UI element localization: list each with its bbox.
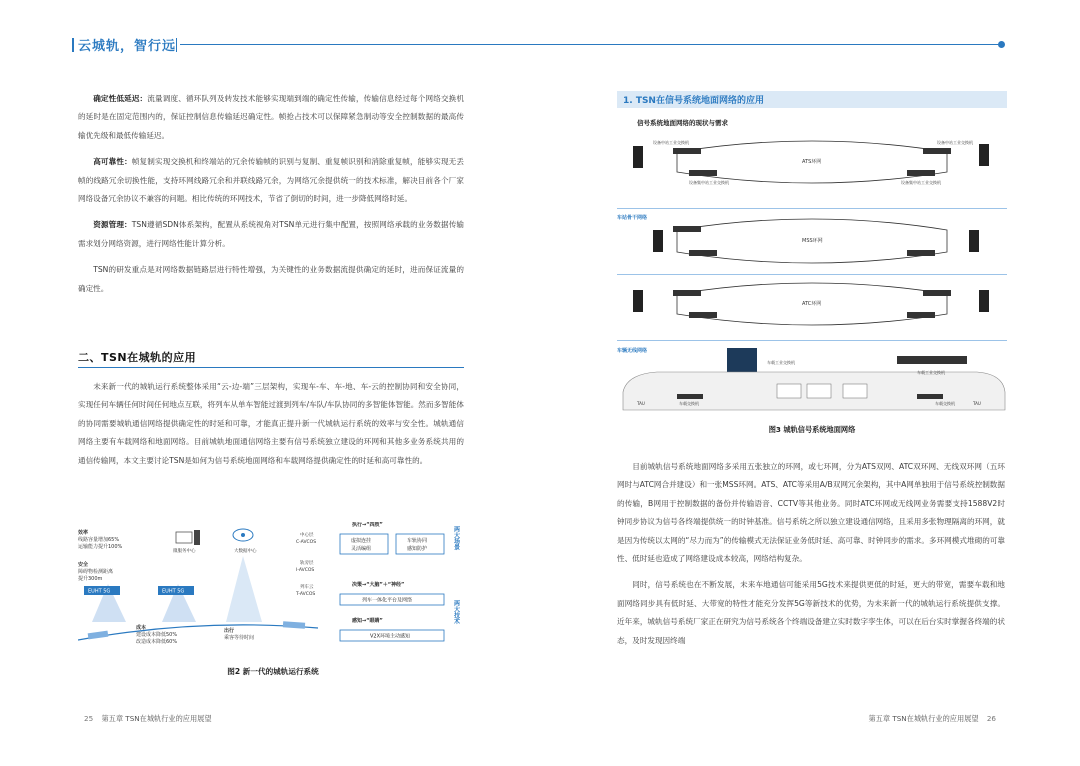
fig2-vc2: 灵活编组 [351, 546, 372, 552]
paragraph-section2: 未来新一代的城轨运行系统整体采用“云-边-端”三层架构，实现车-车、车-地、车-云的控制协同和安全协同，实现任何车辆任何时间任何地点互联，将列车从单车智能过渡到列车/车队/车队协同的多智能体智能。然而多智能体的协同需要城轨通信网络提供确定性的时延和可靠，才能真正提升新一代城轨运行系统的效率与安全性。城轨通信网络主要有车载网络和地面网络。目前城轨地面通信网络主要有信号系统独立建设的环网和其他多业务系统共用的通信传输网，本文主要讨论TSN是如何为信号系统地面网络和车载网络提供确定性的时延和高可靠性的。 [78, 382, 464, 465]
fig2-side2: 两大技术 [452, 600, 460, 624]
page-number-right: 26 [986, 714, 996, 723]
paragraph-lead: 确定性低延迟： [93, 94, 148, 103]
header-bar-right [176, 38, 177, 52]
paragraph-right-2: 同时，信号系统也在不断发展，未来车地通信可能采用5G技术来提供更低的时延，更大的带宽，需要车载和地面网络同步具有低时延、大带宽的特性才能充分发挥5G等新技术的优势，为未来新一代的城轨运行系统提供支撑。近年来，城轨信号系统厂家正在研究为信号系统各个终端设备建立实时数字孪生体，可以在后台实时掌握各终端的状态，及时发现因终端 [617, 580, 1005, 645]
fig2-v2x: V2X环境主动感知 [370, 633, 411, 640]
page-number-left: 25 [84, 714, 94, 723]
fig2-micro: 微服务中心 [173, 549, 196, 554]
fig2-travel-l1: 乘客等待时间 [224, 635, 255, 641]
figure-2-caption: 图2 新一代的城轨运行系统 [227, 667, 319, 676]
figure-2-diagram [78, 522, 468, 652]
header-title: 云城轨，智行远 [78, 39, 177, 54]
computer-icon [176, 530, 200, 545]
section-heading-1 [617, 91, 1007, 108]
paragraph-body: TSN遵循SDN体系架构，配置从系统视角对TSN单元进行集中配置，按照网络承载的业务数据传输需求划分网络资源，进行网络性能计算分析。 [78, 220, 465, 248]
section-title: 二、TSN在城轨的应用 [78, 351, 197, 364]
fig3-ats: ATS环网 [802, 159, 822, 165]
paragraph-resource [78, 216, 464, 253]
fig2-efficiency-title: 效率 [78, 530, 89, 536]
paragraph-lead: 高可靠性： [93, 157, 132, 167]
train-icon-1 [88, 631, 109, 640]
fig2-safety-title: 安全 [78, 562, 89, 568]
fig3-veh-rd: 车载交换机 [679, 401, 699, 406]
fig2-track: 轨旁层 [300, 561, 314, 566]
paragraph-determinism [78, 90, 464, 145]
fig3-tau: TAU [637, 401, 645, 406]
fig2-cost-l1: 建设成本降低50% [136, 632, 178, 638]
paragraph-body: 流量调度、循环队列及转发技术能够实现端到端的确定性传输，传输信息经过每个网络交换机的延时是在固定范围内的，保证控制信息传输延迟确定性。帧抢占技术可以保障紧急制动等安全控制数据的最高传输优先级和最低传输延迟。 [78, 94, 465, 140]
figure-3-diagram [617, 112, 1007, 428]
left-column-text [78, 90, 464, 298]
fig2-rail2: 感知防护 [407, 546, 428, 552]
fig3-vehicle-label: 车辆无线网络 [617, 348, 648, 354]
paragraph-lead: 资源管理： [93, 220, 132, 230]
header-dot [998, 41, 1005, 48]
fig3-mss: MSS环网 [802, 238, 823, 244]
header-bar-left [72, 38, 74, 52]
fig2-vc: 虚拟连挂 [351, 538, 372, 544]
section-heading-2 [78, 346, 464, 368]
footer-right [868, 714, 1002, 724]
right-column-text [617, 458, 1005, 650]
footer-left [78, 714, 212, 724]
fig2-center: 中心层 [300, 533, 314, 538]
fig3-sw-mid2: 设备集中站工业交换机 [901, 180, 941, 185]
divider [617, 274, 1007, 275]
fig3-veh-rd2: 车载交换机 [935, 401, 955, 406]
fig3-sw-center2: 设备中站工业交换机 [937, 140, 973, 145]
fig2-decide: 决策→“大脑”＋“神经” [352, 582, 405, 588]
fig2-travel-title: 出行 [224, 628, 235, 634]
figure-3-caption: 图3 城轨信号系统地面网络 [768, 425, 856, 434]
fig2-rail1: 车轨协同 [407, 538, 428, 544]
divider [617, 340, 1007, 341]
running-header [72, 34, 1012, 56]
fig2-sense: 感知→“眼睛” [352, 618, 383, 624]
section-title: 1. TSN在信号系统地面网络的应用 [623, 96, 764, 106]
fig2-efficiency-l2: 运输能力提升100% [78, 544, 123, 550]
fig3-sw-mid: 设备集中站工业交换机 [689, 180, 729, 185]
fig2-tavcos: T-AVCOS [296, 592, 316, 597]
fig2-train: 列车云 [300, 585, 314, 590]
cloud-icon [233, 529, 253, 541]
fig3-station-label: 车站骨干网络 [617, 215, 648, 221]
paragraph-right-1: 目前城轨信号系统地面网络多采用五张独立的环网，或七环网，分为ATS双网、ATC双环网、无线双环网（五环网时与ATC网合并建设）和一张MSS环网。ATS、ATC等采用A/B双网冗余架构，其中A网单独用于信号系统控制数据的传输，B网用于控制数据的备份并传输语音、CCTV等其他业务。同时ATC环网或无线网业务需要支持1588V2时钟同步协议为信号各终端提供统一的时钟基准。信号系统之所以独立建设通信网络，且采用多张物理隔离的环网，就是因为传统以太网的“尽力而为”的传输模式无法保证业务低时延、高可靠、时钟同步的需求。多环网模式堆砌的可靠性、低时延也造成了网络建设成本较高，网络结构复杂。 [617, 462, 1005, 564]
paragraph-reliability [78, 153, 464, 208]
fig2-euht1: EUHT 5G [88, 588, 111, 595]
fig2-cavcos: C-AVCOS [296, 540, 317, 545]
paragraph-body: TSN的研发重点是对网络数据链路层进行特性增强，为关键性的业务数据流提供确定的延时，进而保证流量的确定性。 [78, 265, 464, 293]
track-line [78, 625, 318, 640]
fig2-bigdata: 大数据中心 [234, 549, 257, 554]
fig2-exec: 执行→“四肢” [352, 522, 383, 528]
fig2-safety-l2: 提升300m [78, 576, 103, 582]
fig3-veh-sw: 车载工业交换机 [767, 360, 795, 365]
fig2-platform: 列车一体化平台及网络 [362, 597, 413, 604]
beam-3 [226, 556, 262, 622]
train-icon-2 [283, 621, 305, 629]
fig3-subtitle: 信号系统地面网络的现状与需求 [637, 119, 728, 127]
fig2-cost-title: 成本 [136, 625, 147, 631]
fig3-tau2: TAU [973, 401, 981, 406]
footer-chapter-left: 第五章 TSN在城轨行业的应用展望 [101, 714, 212, 723]
left-column-section2 [78, 378, 464, 470]
paragraph-body: 帧复制实现交换机和终端站的冗余传输帧的识别与复制、重复帧识别和消除重复帧，能够实现无丢帧的线路冗余切换性能，支持环网线路冗余和并联线路冗余，为网络冗余提供统一的技术标准，解决目前各个厂家网络设备冗余协议不兼容的问题。相比传统的环网技术，节省了倒切的时间，进一步降低网络时延。 [78, 157, 464, 204]
divider [617, 208, 1007, 209]
fig3-sw-center: 设备中站工业交换机 [653, 140, 689, 145]
fig3-veh-sw2: 车载工业交换机 [917, 370, 945, 375]
paragraph-tsn-focus [78, 261, 464, 298]
fig2-iavcos: I-AVCOS [296, 568, 315, 573]
fig2-euht2: EUHT 5G [162, 588, 185, 595]
fig2-side1: 两大场景 [452, 526, 460, 550]
fig3-atc: ATC环网 [802, 301, 822, 307]
fig2-cost-l2: 改造成本降低60% [136, 639, 178, 645]
footer-chapter-right: 第五章 TSN在城轨行业的应用展望 [868, 714, 979, 723]
fig2-safety-l1: 障碍物检测距离 [78, 569, 114, 575]
header-rule [180, 44, 1002, 45]
fig2-efficiency-l1: 线路容量增加65% [78, 537, 120, 543]
